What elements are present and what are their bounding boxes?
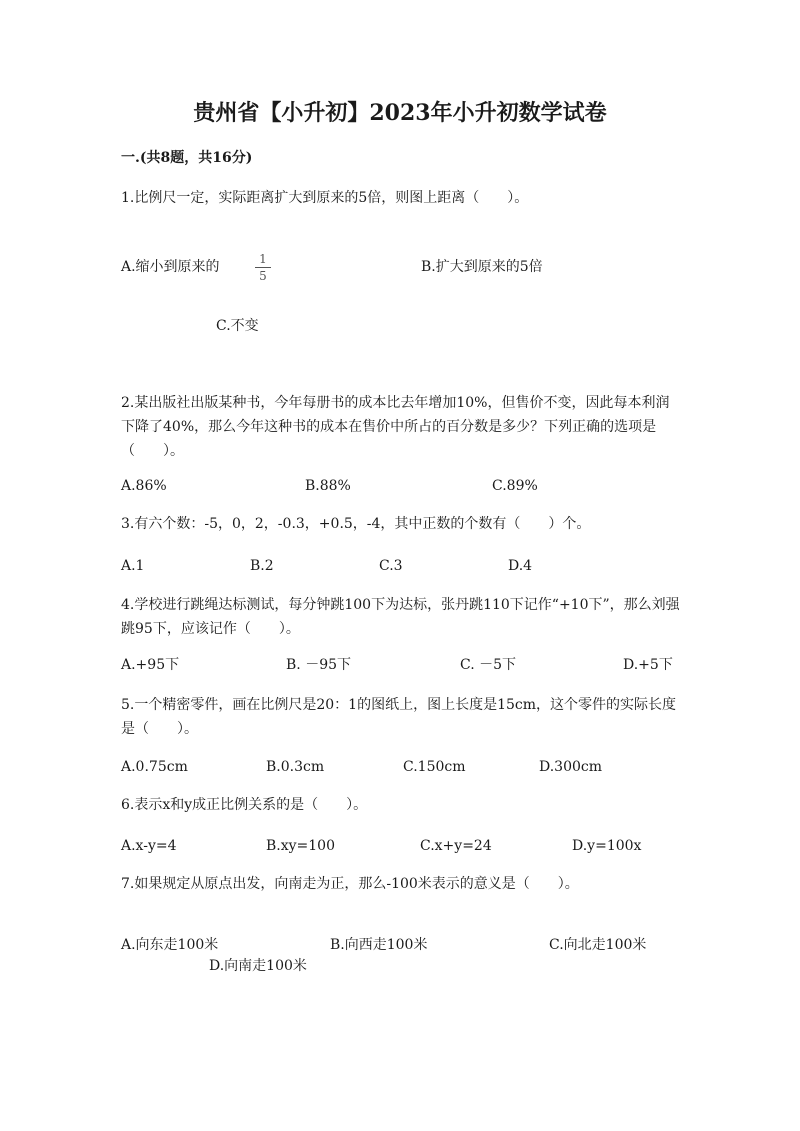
question-6: 6.表示x和y成正比例关系的是（ ）。: [121, 797, 368, 813]
q1-option-c: C.不变: [216, 318, 259, 334]
q1-option-a-fraction: [255, 252, 271, 283]
q2-option-c: C.89%: [492, 478, 538, 494]
question-1: 1.比例尺一定，实际距离扩大到原来的5倍，则图上距离（ ）。: [121, 190, 529, 206]
q6-option-c: C.x+y=24: [420, 838, 492, 854]
q4-option-c: C. －5下: [460, 657, 517, 673]
q4-option-a: A.+95下: [121, 657, 180, 673]
page-title: 贵州省【小升初】2023年小升初数学试卷: [193, 100, 607, 126]
q4-option-d: D.+5下: [623, 657, 673, 673]
q2-option-a: A.86%: [121, 478, 167, 494]
section-heading: 一.(共8题，共16分): [121, 150, 253, 166]
q6-option-d: D.y=100x: [572, 838, 642, 854]
question-4: 4.学校进行跳绳达标测试，每分钟跳100下为达标，张丹跳110下记作“+10下”，那么刘强跳95下，应该记作（ ）。: [121, 597, 680, 637]
q5-option-a: A.0.75cm: [121, 759, 188, 775]
question-7: 7.如果规定从原点出发，向南走为正，那么-100米表示的意义是（ ）。: [121, 876, 579, 892]
question-3: 3.有六个数：-5，0，2，-0.3，+0.5，-4，其中正数的个数有（ ）个。: [121, 516, 591, 532]
q5-option-c: C.150cm: [403, 759, 466, 775]
q6-option-a: A.x-y=4: [121, 838, 177, 854]
q7-option-a: A.向东走100米: [121, 937, 219, 953]
fraction-numerator: 1: [259, 252, 267, 266]
q3-option-c: C.3: [379, 558, 403, 574]
q5-option-b: B.0.3cm: [266, 759, 325, 775]
q3-option-a: A.1: [121, 558, 145, 574]
q2-option-b: B.88%: [305, 478, 351, 494]
q1-option-a: A.缩小到原来的: [121, 259, 220, 275]
q7-option-b: B.向西走100米: [330, 937, 428, 953]
question-5: 5.一个精密零件，画在比例尺是20：1的图纸上，图上长度是15cm，这个零件的实际长度是（ ）。: [121, 697, 677, 737]
q4-option-b: B. －95下: [286, 657, 352, 673]
q7-option-c: C.向北走100米: [549, 937, 647, 953]
fraction-bar: [255, 267, 271, 268]
q5-option-d: D.300cm: [539, 759, 603, 775]
question-2: 2.某出版社出版某种书，今年每册书的成本比去年增加10%，但售价不变，因此每本利润下降了40%，那么今年这种书的成本在售价中所占的百分数是多少？下列正确的选项是（ ）。: [121, 395, 670, 459]
q6-option-b: B.xy=100: [266, 838, 335, 854]
q3-option-b: B.2: [250, 558, 274, 574]
q7-option-d: D.向南走100米: [209, 958, 307, 974]
q1-option-b: B.扩大到原来的5倍: [421, 259, 543, 275]
q3-option-d: D.4: [508, 558, 533, 574]
fraction-denominator: 5: [259, 269, 267, 283]
